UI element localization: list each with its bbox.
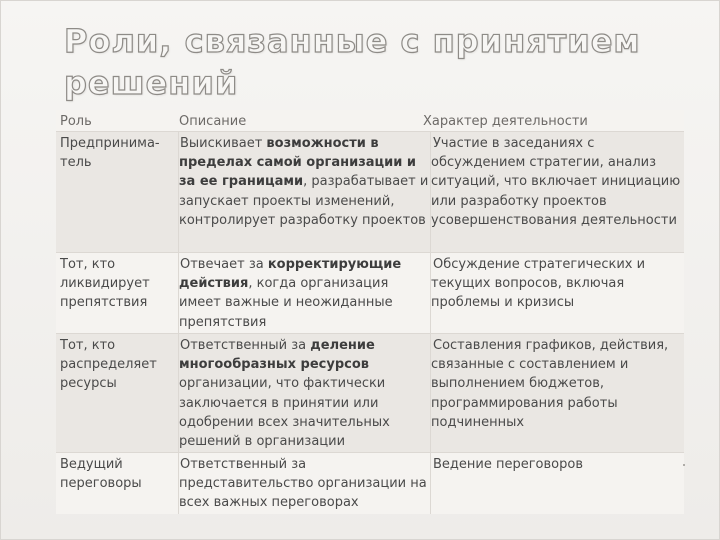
cell-role: Ведущий переговоры — [60, 457, 142, 492]
cell-role: Предпринима-тель — [60, 136, 160, 171]
decorative-dot — [683, 464, 685, 466]
cell-activity: Ведение переговоров — [430, 453, 685, 514]
table-row — [56, 453, 684, 514]
cell-activity: Составления графиков, действия, связанные с составлением и выполнением бюджетов, программирования работы подчиненных — [430, 334, 685, 452]
cell-description: Выискивает возможности в пределах самой организации и за ее границами, разрабатывает и запускает проекты изменений, контролирует разработку проектов — [178, 132, 431, 252]
cell-role: Тот, кто ликвидирует препятствия — [60, 257, 150, 311]
cell-description: Ответственный за представительство организации на всех важных переговорах — [178, 453, 431, 514]
cell-description: Отвечает за корректирующие действия, когда организация имеет важные и неожиданные препятствия — [178, 253, 431, 333]
table-row — [56, 334, 684, 452]
cell-description: Ответственный за деление многообразных ресурсов организации, что фактически заключается в принятии или одобрении всех значительных решений в организации — [178, 334, 431, 452]
table-row — [56, 253, 684, 333]
slide-title: Роли, связанные с принятием решений — [64, 22, 641, 102]
table-row — [56, 132, 684, 252]
cell-role: Тот, кто распределяет ресурсы — [60, 338, 157, 392]
cell-activity: Участие в заседаниях с обсуждением стратегии, анализ ситуаций, что включает инициацию или разработку проектов усовершенствования деятельности — [430, 132, 685, 252]
roles-table — [56, 110, 684, 514]
header-role: Роль — [60, 114, 92, 129]
header-description: Описание — [179, 114, 247, 129]
cell-activity: Обсуждение стратегических и текущих вопросов, включая проблемы и кризисы — [430, 253, 685, 333]
table-header-row — [56, 110, 684, 132]
header-activity: Характер деятельности — [423, 114, 588, 129]
